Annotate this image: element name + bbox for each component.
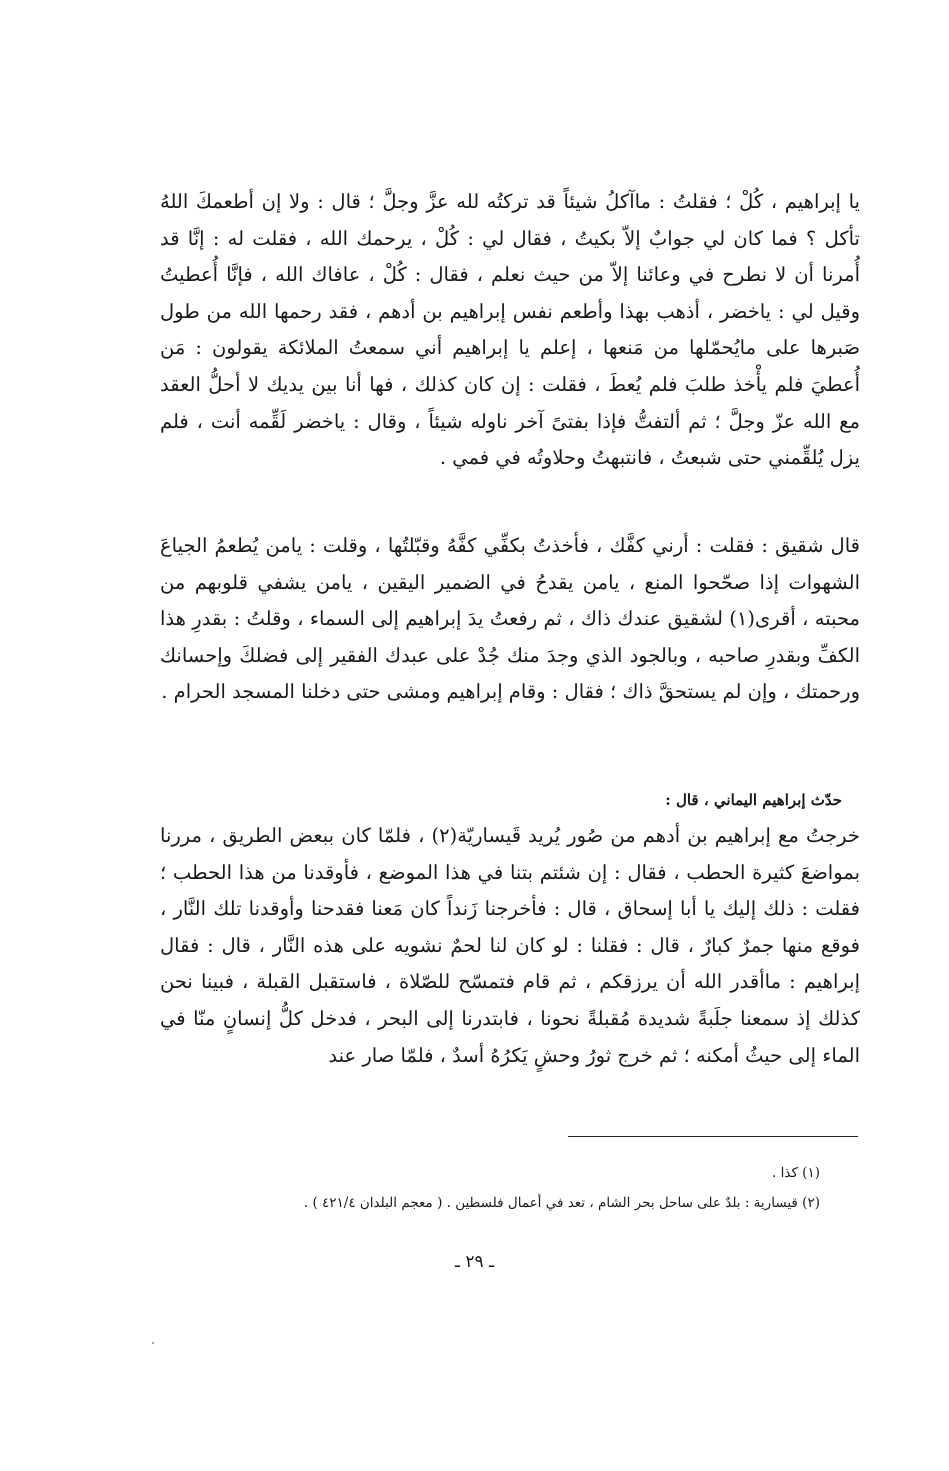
body-paragraph-1: يا إبراهيم ، كُلْ ؛ فقلتُ : ماآكلُ شيئاً قد تركتُه لله عزَّ وجلَّ ؛ قال : ولا إن أطعمكَ اللهُ تأكل ؟ فما كان لي جوابٌ إلاّ بكيتُ ، فقال لي : كُلْ ، يرحمك الله ، فقلت له : إنَّا قد أُمرنا أن لا نطرح في وعائنا إلاّ من حيث نعلم ، فقال : كُلْ ، عافاك الله ، فإنَّا أُعطيتُ وقيل لي : ياخضر ، أذهب بهذا وأطعم نفس إبراهيم بن أدهم ، فقد رحمها الله من طول صَبرها على مايُحمّلها من مَنعها ، إعلم يا إبراهيم أني سمعتُ الملائكة يقولون : مَن أُعطيَ فلم يأْخذ طلبَ فلم يُعطَ ، فقلت : إن كان كذلك ، فها أنا بين يديك لا أحلُّ العقد مع الله عزّ وجلَّ ؛ ثم ألتفتُّ فإذا بفتىً آخر ناوله شيئاً ، وقال : ياخضر لَقِّمه أنت ، فلم يزل يُلقِّمني حتى شبعتُ ، فانتبهتُ وحلاوتُه في فمي . [160,190,860,470]
scan-speck [152,1342,154,1344]
body-paragraph-3: خرجتُ مع إبراهيم بن أدهم من صُور يُريد قَيساريّة(٢) ، فلمّا كان ببعض الطريق ، مررنا بمواضعَ كثيرة الحطب ، فقال : إن شئتم بتنا في هذا الموضع ، فأوقدنا من هذا الحطب ؛ فقلت : ذلك إليك يا أبا إسحاق ، قال : فأخرجنا زَنداً كان مَعنا فقدحنا وأوقدنا تلك النَّار ، فوقع منها جمرٌ كبارٌ ، قال : فقلنا : لو كان لنا لحمٌ نشويه على هذه النَّار ، قال : فقال إبراهيم : ماأقدر الله أن يرزقكم ، ثم قام فتمسّح للصّلاة ، فاستقبل القبلة ، فبينا نحن كذلك إذ سمعنا جلَبةً شديدة مُقبلةً نحونا ، فابتدرنا إلى البحر ، فدخل كلُّ إنسانٍ منّا في الماء إلى حيثُ أمكنه ؛ ثم خرج ثورُ وحشٍ يَكرُهُ أسدٌ ، فلمّا صار عند [160,824,860,1067]
page-number: ـ ٢٩ ـ [454,1252,495,1272]
footnote-divider [568,1136,858,1137]
footnote-2: (٢) قيسارية : بلدٌ على ساحل بحر الشام ، تعد في أعمال فلسطين . ( معجم البلدان ٤٢١/٤ ) . [303,1195,820,1211]
section-subheading: حدّث إبراهيم اليماني ، قال : [665,791,842,809]
body-paragraph-2: قال شقيق : فقلت : أرني كفَّك ، فأخذتُ بكفِّي كفَّهُ وقبّلتُها ، وقلت : يامن يُطعمُ الجياعَ الشهوات إذا صحّحوا المنع ، يامن يقدحُ في الضمير اليقين ، يامن يشفي قلوبهم من محبته ، أقرى(١) لشقيق عندك ذاك ، ثم رفعتُ يدَ إبراهيم إلى السماء ، وقلتُ : بقدرِ هذا الكفِّ وبقدرِ صاحبه ، وبالجود الذي وجدَ منك جُدْ على عبدك الفقير إلى فضلكَ وإحسانك ورحمتك ، وإن لم يستحقَّ ذاك ؛ فقال : وقام إبراهيم ومشى حتى دخلنا المسجد الحرام . [160,534,860,704]
footnotes-block [160,1158,820,1218]
footnote-1: (١) كذا . [772,1165,820,1181]
